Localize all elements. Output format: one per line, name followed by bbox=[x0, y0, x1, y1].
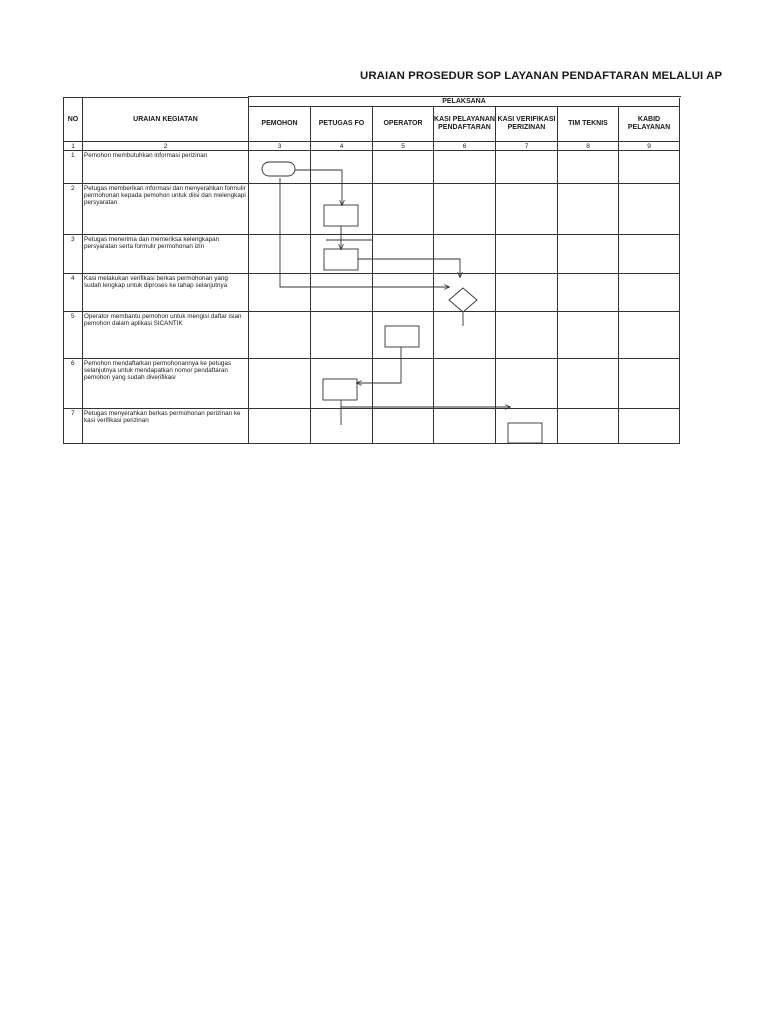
row-number: 4 bbox=[64, 274, 83, 312]
header-role-tim-teknis: TIM TEKNIS bbox=[558, 107, 619, 142]
activity-text: Petugas menyerahkan berkas permohonan perizinan ke kasi verifikasi perizinan bbox=[83, 409, 249, 444]
header-role-kasi-verifikasi-perizinan: KASI VERIFIKASI PERIZINAN bbox=[496, 107, 558, 142]
activity-text: Pemohon mendaftarkan permohonannya ke petugas selanjutnya untuk mendapatkan nomor pendaftaran pemohon yang sudah diverifikasi bbox=[83, 359, 249, 409]
header-uraian-kegiatan: URAIAN KEGIATAN bbox=[83, 98, 249, 142]
column-number: 7 bbox=[496, 142, 558, 151]
table-row bbox=[64, 151, 680, 184]
table-row bbox=[64, 312, 680, 359]
header-no: NO bbox=[64, 98, 83, 142]
row-number: 3 bbox=[64, 235, 83, 274]
header-role-kabid-pelayanan: KABID PELAYANAN bbox=[619, 107, 680, 142]
activity-text: Operator membantu pemohon untuk mengisi daftar isian pemohon dalam aplikasi SICANTIK bbox=[83, 312, 249, 359]
column-number-row bbox=[64, 142, 680, 151]
table-row bbox=[64, 235, 680, 274]
header-role-pemohon: PEMOHON bbox=[249, 107, 311, 142]
column-number: 1 bbox=[64, 142, 83, 151]
row-number: 2 bbox=[64, 184, 83, 235]
row-number: 6 bbox=[64, 359, 83, 409]
row-number: 5 bbox=[64, 312, 83, 359]
row-number: 7 bbox=[64, 409, 83, 444]
column-number: 5 bbox=[373, 142, 434, 151]
activity-text: Petugas menerima dan memeriksa kelengkapan persyaratan serta formulir permohonan izin bbox=[83, 235, 249, 274]
column-number: 9 bbox=[619, 142, 680, 151]
header-role-petugas-fo: PETUGAS FO bbox=[311, 107, 373, 142]
column-number: 3 bbox=[249, 142, 311, 151]
column-number: 6 bbox=[434, 142, 496, 151]
column-number: 2 bbox=[83, 142, 249, 151]
table-row bbox=[64, 274, 680, 312]
activity-text: Pemohon membutuhkan informasi perizinan bbox=[83, 151, 249, 184]
table-row bbox=[64, 409, 680, 444]
header-role-kasi-pelayanan-pendaftaran: KASI PELAYANAN PENDAFTARAN bbox=[434, 107, 496, 142]
activity-text: Kasi melakukan verifikasi berkas permohonan yang sudah lengkap untuk diproses ke tahap selanjutnya bbox=[83, 274, 249, 312]
header-role-operator: OPERATOR bbox=[373, 107, 434, 142]
sop-table bbox=[63, 97, 680, 444]
table-row bbox=[64, 359, 680, 409]
column-number: 4 bbox=[311, 142, 373, 151]
row-number: 1 bbox=[64, 151, 83, 184]
header-pelaksana: PELAKSANA bbox=[249, 98, 680, 107]
page-title: URAIAN PROSEDUR SOP LAYANAN PENDAFTARAN MELALUI AP bbox=[360, 70, 723, 82]
table-row bbox=[64, 184, 680, 235]
activity-text: Petugas memberikan informasi dan menyerahkan formulir permohonan kepada pemohon untuk diisi dan melengkapi persyaratan bbox=[83, 184, 249, 235]
column-number: 8 bbox=[558, 142, 619, 151]
